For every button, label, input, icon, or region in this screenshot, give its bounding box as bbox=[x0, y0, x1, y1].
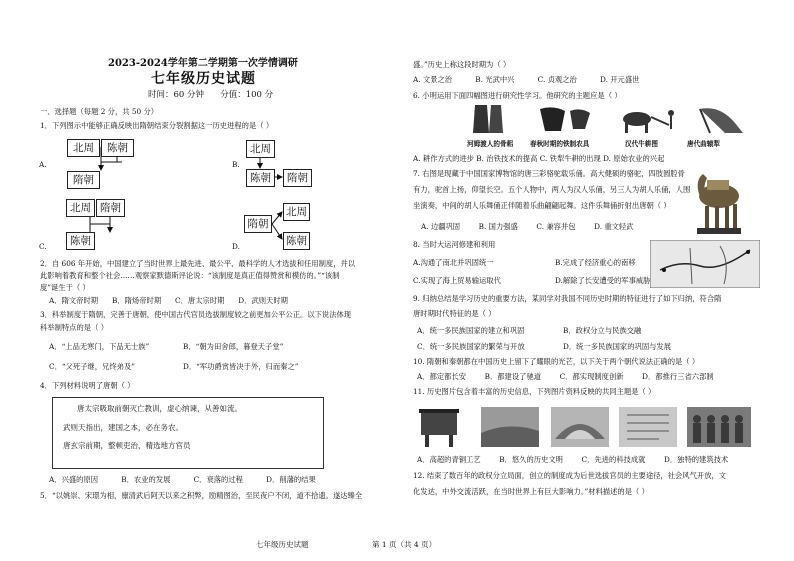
q6-options: A. 耕作方式的进步 B. 治铁技术的提高 C. 铁犁牛耕的出现 D. 原始农业的兴起 bbox=[413, 154, 665, 163]
q3-option-c: C．“父死子继，兄终弟及” bbox=[49, 362, 136, 371]
q1-d-box-3: 陈朝 bbox=[283, 232, 310, 250]
bronze-vessel-image bbox=[419, 409, 459, 447]
q4-material-line: 唐太宗吸取前朝灭亡教训，虚心纳谏，从善如流。 bbox=[77, 404, 242, 413]
q6-tool-images bbox=[465, 103, 755, 139]
q4-material-line: 武则天指出，建国之本，必在务农。 bbox=[63, 422, 183, 432]
ox-plough-image bbox=[623, 110, 674, 133]
q10-stem: 10. 隋朝和秦朝都在中国历史上留下了耀眼的光芒，以下关于两个朝代说法正确的是（ ） bbox=[413, 357, 700, 366]
q3-option-b: B．“朝为田舍郎，暮登天子堂” bbox=[183, 342, 284, 351]
q2-options: A．隋文帝时期 B．隋炀帝时期 C．唐太宗时期 D．武则天时期 bbox=[49, 296, 288, 305]
exam-meta: 时间：60 分钟 分值：100 分 bbox=[148, 90, 274, 100]
section-heading: 一、选择题（每题 2 分，共 50 分） bbox=[40, 107, 159, 116]
q1-d-box-2: 北周 bbox=[283, 203, 310, 221]
q11-options: A．高超的青铜工艺 B．悠久的历史文明 C．先进的科技成就 D．独特的建筑技术 bbox=[417, 455, 729, 464]
q7-line-1: 7. 右图是现藏于中国国家博物馆的唐三彩骆驼载乐俑。高大健硕的骆驼，四肢圆腔骨 bbox=[413, 169, 685, 178]
q1-option-a-label: A. bbox=[39, 160, 47, 169]
q11-images bbox=[415, 405, 760, 451]
bone-spade-image bbox=[473, 105, 503, 133]
q8-option-a: A.沟通了南北并巩固统一 bbox=[413, 258, 494, 267]
camel-figurine-image bbox=[693, 166, 745, 238]
q6-caption: 唐代曲辕犁 bbox=[687, 140, 720, 148]
exam-title: 2023-2024学年第二学期第一次学情调研 bbox=[108, 58, 298, 69]
q2-line-1: 2．自 606 年开始，中国建立了当时世界上最先进、最公平、最科学的人才选拔和任用制度，并以 bbox=[40, 259, 356, 268]
q5-line-1: 5．“以姚崇、宋璟为相，廪清武后阿天以来之积弊，励精图治，至民夜户不闭，道不拾遗。遂达臻全 bbox=[40, 491, 363, 500]
q9-option-a: A．统一多民族国家的建立和巩固 bbox=[417, 326, 525, 335]
footer-subject: 七年级历史试题 bbox=[256, 540, 309, 549]
q3-line-1: 3．科举制度于隋朝，完善于唐朝，使中国古代官员选拔制度较之前更加公平公正。以下说法体现 bbox=[40, 310, 352, 319]
q9-option-b: B．政权分立与民族交融 bbox=[563, 326, 642, 335]
q12-line-1: 12. 结束了数百年的政权分立局面，创立的制度成为后世选拔官员的主要途径，社会风气开放，文 bbox=[413, 471, 727, 480]
q1-a-box-3: 隋朝 bbox=[67, 171, 100, 189]
q1-c-box-3: 陈朝 bbox=[66, 232, 95, 250]
q11-stem: 11. 历史图片包含着丰富的历史信息，下列图片资料反映的共同主题是（ ） bbox=[413, 387, 656, 396]
q5-line-2: 盛。”历史上称这段时期为（ ） bbox=[413, 60, 511, 69]
q8-option-b: B.完成了经济重心的南移 bbox=[555, 258, 636, 267]
q1-a-box-2: 陈朝 bbox=[101, 139, 134, 157]
q4-stem: 4．下列材料说明了唐朝（ ） bbox=[40, 381, 135, 390]
q8-option-d: D.解除了长安遭受的军事威胁 bbox=[555, 276, 651, 285]
exam-subject-title: 七年级历史试题 bbox=[151, 71, 256, 87]
terracotta-warriors-image bbox=[687, 407, 751, 447]
canal-photo-image bbox=[481, 407, 539, 447]
q1-b-box-1: 北周 bbox=[246, 140, 275, 158]
q2-line-3: 度”诞生于（ ） bbox=[40, 283, 90, 292]
q7-line-3: 坐演奏，中间的胡人乐舞俑正伴随着乐曲翩翩起舞。这件乐舞俑折射出唐朝（ ） bbox=[413, 201, 671, 210]
q1-stem: 1．下列图示中能够正确反映出隋朝结束分裂割据这一历史进程的是（ ） bbox=[40, 121, 274, 130]
q1-a-box-1: 北周 bbox=[67, 139, 100, 157]
q6-stem: 6. 小明运用下面四幅图进行研究性学习。他研究的主题应是（ ） bbox=[413, 91, 622, 100]
q1-option-d-label: D. bbox=[232, 242, 240, 251]
q9-line-1: 9. 归纳总结是学习历史的重要方法，某同学对我国不同历史时期的特征进行了如下归纳，符合隋 bbox=[413, 294, 722, 303]
q9-line-2: 唐时期时代特征的是（ ） bbox=[413, 309, 496, 318]
q10-options: A．都定都长安 B．都建设了驰道 C．都实现制度创新 D．都推行三省六部制 bbox=[417, 372, 714, 381]
paper-scroll-image bbox=[619, 407, 677, 447]
q4-material-box bbox=[52, 397, 324, 469]
q3-option-d: D．“军功爵赏皆决于外，归而秦之” bbox=[183, 362, 299, 371]
q7-options: A. 边疆巩固 B. 国力强盛 C. 兼容并包 D. 重文轻武 bbox=[421, 222, 634, 231]
curved-plough-image bbox=[700, 108, 743, 133]
q1-option-b-label: B. bbox=[232, 160, 240, 169]
q6-caption: 春秋时期的铁制农具 bbox=[530, 140, 590, 148]
q1-d-box-1: 隋朝 bbox=[244, 215, 272, 233]
q3-option-a: A．“上品无寒门，下品无士族” bbox=[49, 342, 150, 351]
q1-arrows bbox=[0, 0, 400, 260]
stone-bridge-image bbox=[551, 407, 609, 447]
q2-line-2: 此影响着教育和整个社会……观察家默德斯评论说：“该制度是真正值得赞赏和模仿的。”“该制 bbox=[40, 271, 340, 280]
q1-option-c-label: C. bbox=[39, 242, 47, 251]
q6-caption: 河姆渡人的骨耜 bbox=[467, 140, 514, 148]
q9-option-d: D．统一多民族国家的巩固与发展 bbox=[563, 342, 672, 351]
q12-line-2: 化发达，中外交流活跃，在当时世界上有巨大影响力。”材料描述的是（ ） bbox=[413, 487, 649, 496]
q1-b-box-3: 隋朝 bbox=[283, 169, 312, 187]
q1-c-box-1: 北周 bbox=[66, 199, 95, 217]
q4-material-line: 唐玄宗前期，整顿吏治，精选地方官员 bbox=[63, 441, 191, 451]
q9-option-c: C．统一多民族国家的繁荣与开放 bbox=[417, 342, 525, 351]
q4-options: A．兴盛的原因 B．农业的发展 C．衰落的过程 D．削藩的结果 bbox=[49, 475, 316, 484]
q8-option-c: C.实现了海上贸易输运取代 bbox=[413, 276, 501, 285]
q1-c-box-2: 隋朝 bbox=[96, 199, 125, 217]
q8-stem: 8. 当时大运河修建和利用 bbox=[413, 240, 496, 249]
q3-line-2: 科举制特点的是（ ） bbox=[40, 323, 108, 332]
iron-tool-image bbox=[540, 107, 590, 131]
q7-line-2: 有力，驼首上扬，仰望长空。五个人物中，两人为汉人乐俑，另三人为胡人乐俑，人围 bbox=[413, 185, 691, 194]
q5-options: A. 文景之治 B. 光武中兴 C. 贞观之治 D. 开元盛世 bbox=[413, 75, 640, 84]
footer-page-number: 第 1 页（共 4 页） bbox=[372, 540, 437, 549]
q6-caption: 汉代牛耕图 bbox=[625, 140, 658, 148]
q1-b-box-2: 陈朝 bbox=[246, 169, 275, 187]
grand-canal-map-image bbox=[650, 240, 760, 288]
